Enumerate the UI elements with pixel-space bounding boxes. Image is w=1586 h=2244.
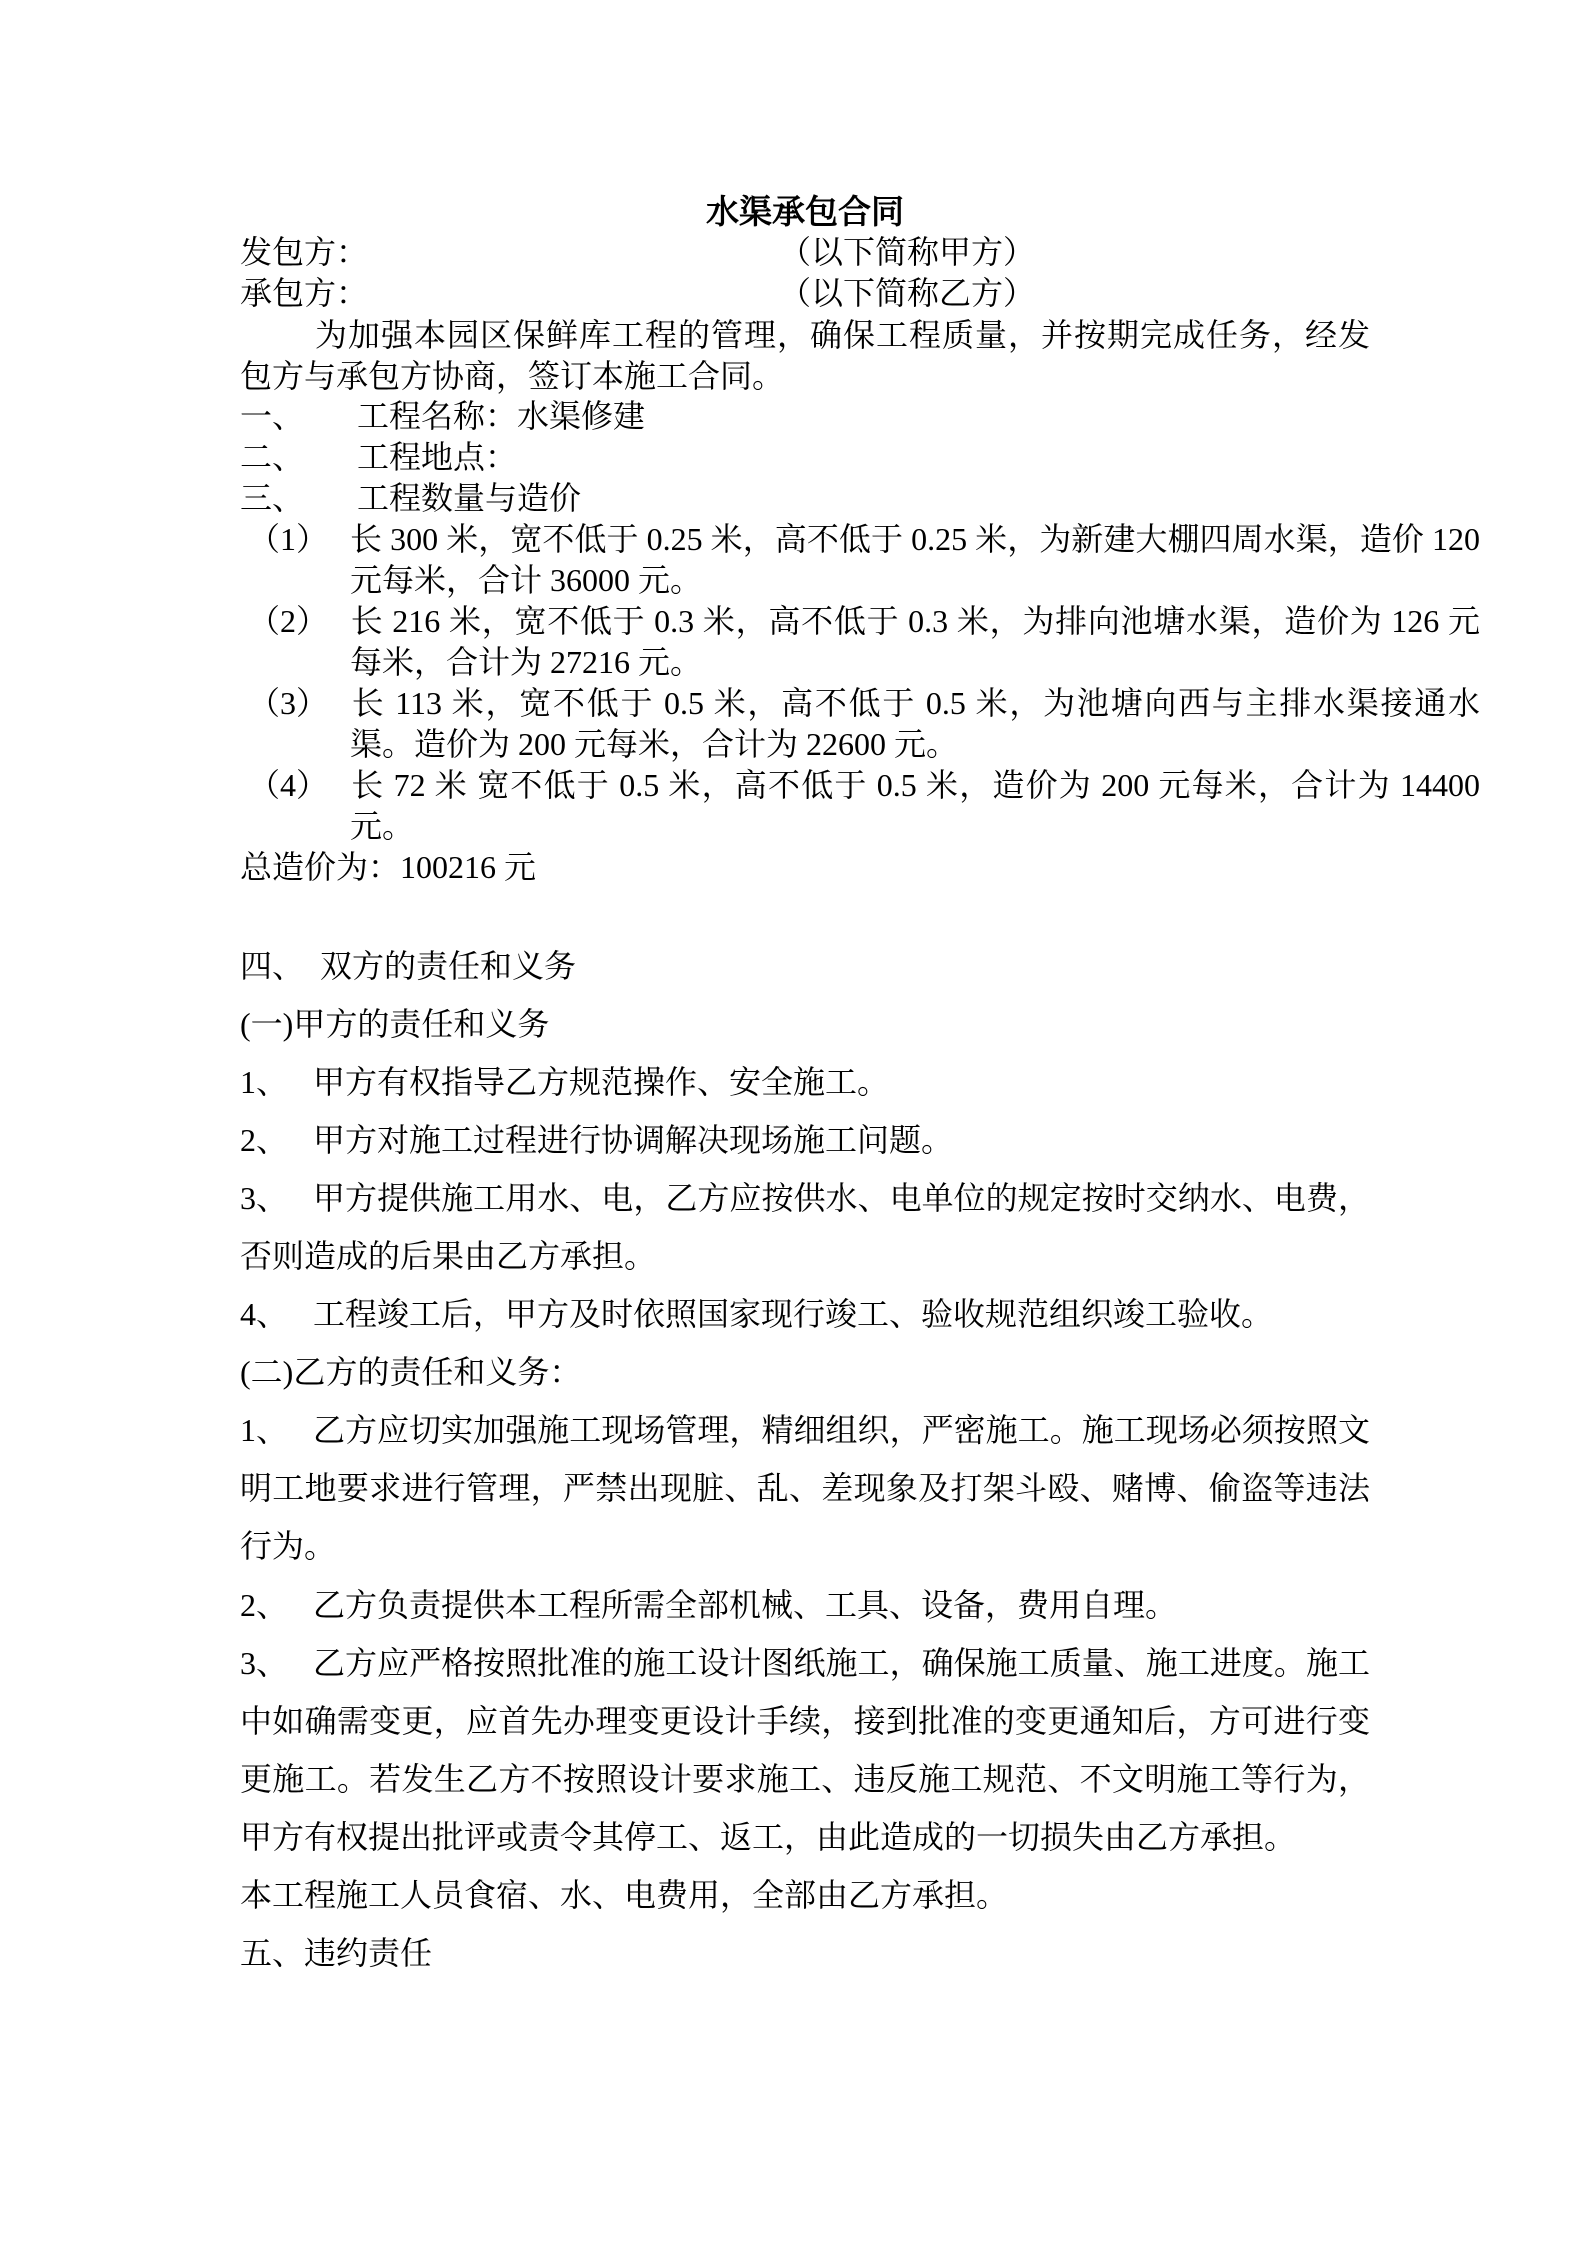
- heading-1-marker: 一、: [240, 398, 305, 434]
- part-b-heading: (二)乙方的责任和义务：: [240, 1354, 582, 1390]
- heading-3-marker: 三、: [240, 480, 305, 516]
- heading-quantity-price: [240, 478, 1370, 519]
- part-b-note: 本工程施工人员食宿、水、电费用，全部由乙方承担。: [240, 1877, 1009, 1913]
- section5-heading: 五、违约责任: [240, 1935, 433, 1971]
- clause-item-2: [240, 601, 1480, 683]
- part-a-item-3-text: 甲方提供施工用水、电，乙方应按供水、电单位的规定按时交纳水、电费，否则造成的后果由乙方承担。: [240, 1180, 1370, 1274]
- clause-item-4: [240, 765, 1480, 847]
- part-b-item-3: [240, 1634, 1370, 1866]
- document-title: 水渠承包合同: [706, 195, 904, 231]
- employer-label: 发包方：: [240, 234, 369, 270]
- part-a-item-4-text: 工程竣工后，甲方及时依照国家现行竣工、验收规范组织竣工验收。: [313, 1296, 1274, 1332]
- heading-2-text: 工程地点：: [357, 439, 518, 475]
- total-price-line: 总造价为：100216 元: [240, 849, 537, 885]
- clause-4-marker: （4）: [248, 767, 329, 803]
- part-b-item-3-marker: 3、: [240, 1645, 289, 1681]
- part-a-item-3-marker: 3、: [240, 1180, 289, 1216]
- heading-3-text: 工程数量与造价: [357, 480, 582, 516]
- part-b-item-2-text: 乙方负责提供本工程所需全部机械、工具、设备，费用自理。: [313, 1587, 1178, 1623]
- clause-item-1: [240, 519, 1480, 601]
- part-a-heading: (一)甲方的责任和义务: [240, 1006, 550, 1042]
- contractor-label: 承包方：: [240, 275, 369, 311]
- clause-2-marker: （2）: [248, 603, 329, 639]
- part-a-item-2-text: 甲方对施工过程进行协调解决现场施工问题。: [313, 1122, 954, 1158]
- clause-3-marker: （3）: [248, 685, 329, 721]
- intro-paragraph: 为加强本园区保鲜库工程的管理，确保工程质量，并按期完成任务，经发包方与承包方协商，签订本施工合同。: [240, 317, 1370, 394]
- clause-2-text: 长 216 米，宽不低于 0.3 米，高不低于 0.3 米，为排向池塘水渠，造价为 126 元每米，合计为 27216 元。: [350, 603, 1480, 680]
- part-b-item-3-text: 乙方应严格按照批准的施工设计图纸施工，确保施工质量、施工进度。施工中如确需变更，应首先办理变更设计手续，接到批准的变更通知后，方可进行变更施工。若发生乙方不按照设计要求施工、违反施工规范、不文明施工等行为，甲方有权提出批评或责令其停工、返工，由此造成的一切损失由乙方承担。: [240, 1645, 1370, 1855]
- section4-marker: 四、: [240, 948, 305, 984]
- part-a-item-4-marker: 4、: [240, 1296, 289, 1332]
- part-b-item-1-marker: 1、: [240, 1412, 289, 1448]
- part-a-item-1: [240, 1053, 1370, 1111]
- part-a-item-2: [240, 1111, 1370, 1169]
- part-b-item-2: [240, 1576, 1370, 1634]
- part-b-item-1-text: 乙方应切实加强施工现场管理，精细组织，严密施工。施工现场必须按照文明工地要求进行管理，严禁出现脏、乱、差现象及打架斗殴、赌博、偷盗等违法行为。: [240, 1412, 1370, 1564]
- heading-project-name: [240, 396, 1370, 437]
- heading-2-marker: 二、: [240, 439, 305, 475]
- clause-1-text: 长 300 米，宽不低于 0.25 米，高不低于 0.25 米，为新建大棚四周水渠，造价 120 元每米，合计 36000 元。: [350, 521, 1480, 598]
- section4-heading: [240, 937, 1370, 995]
- contractor-alias: （以下简称乙方）: [779, 275, 1036, 311]
- part-b-item-2-marker: 2、: [240, 1587, 289, 1623]
- section4-title: 双方的责任和义务: [320, 948, 577, 984]
- employer-alias: （以下简称甲方）: [779, 234, 1036, 270]
- part-b-item-1: [240, 1401, 1370, 1575]
- party-row-employer: [240, 232, 1370, 273]
- part-a-item-3: [240, 1169, 1370, 1285]
- party-row-contractor: [240, 273, 1370, 314]
- clause-1-marker: （1）: [248, 521, 329, 557]
- clause-3-text: 长 113 米，宽不低于 0.5 米，高不低于 0.5 米，为池塘向西与主排水渠接通水渠。造价为 200 元每米，合计为 22600 元。: [350, 685, 1480, 762]
- part-a-item-1-marker: 1、: [240, 1064, 289, 1100]
- part-a-item-2-marker: 2、: [240, 1122, 289, 1158]
- part-a-item-4: [240, 1285, 1370, 1343]
- clause-4-text: 长 72 米 宽不低于 0.5 米，高不低于 0.5 米，造价为 200 元每米，合计为 14400 元。: [350, 767, 1480, 844]
- heading-1-text: 工程名称：水渠修建: [357, 398, 646, 434]
- part-a-item-1-text: 甲方有权指导乙方规范操作、安全施工。: [313, 1064, 890, 1100]
- heading-project-location: [240, 437, 1370, 478]
- clause-item-3: [240, 683, 1480, 765]
